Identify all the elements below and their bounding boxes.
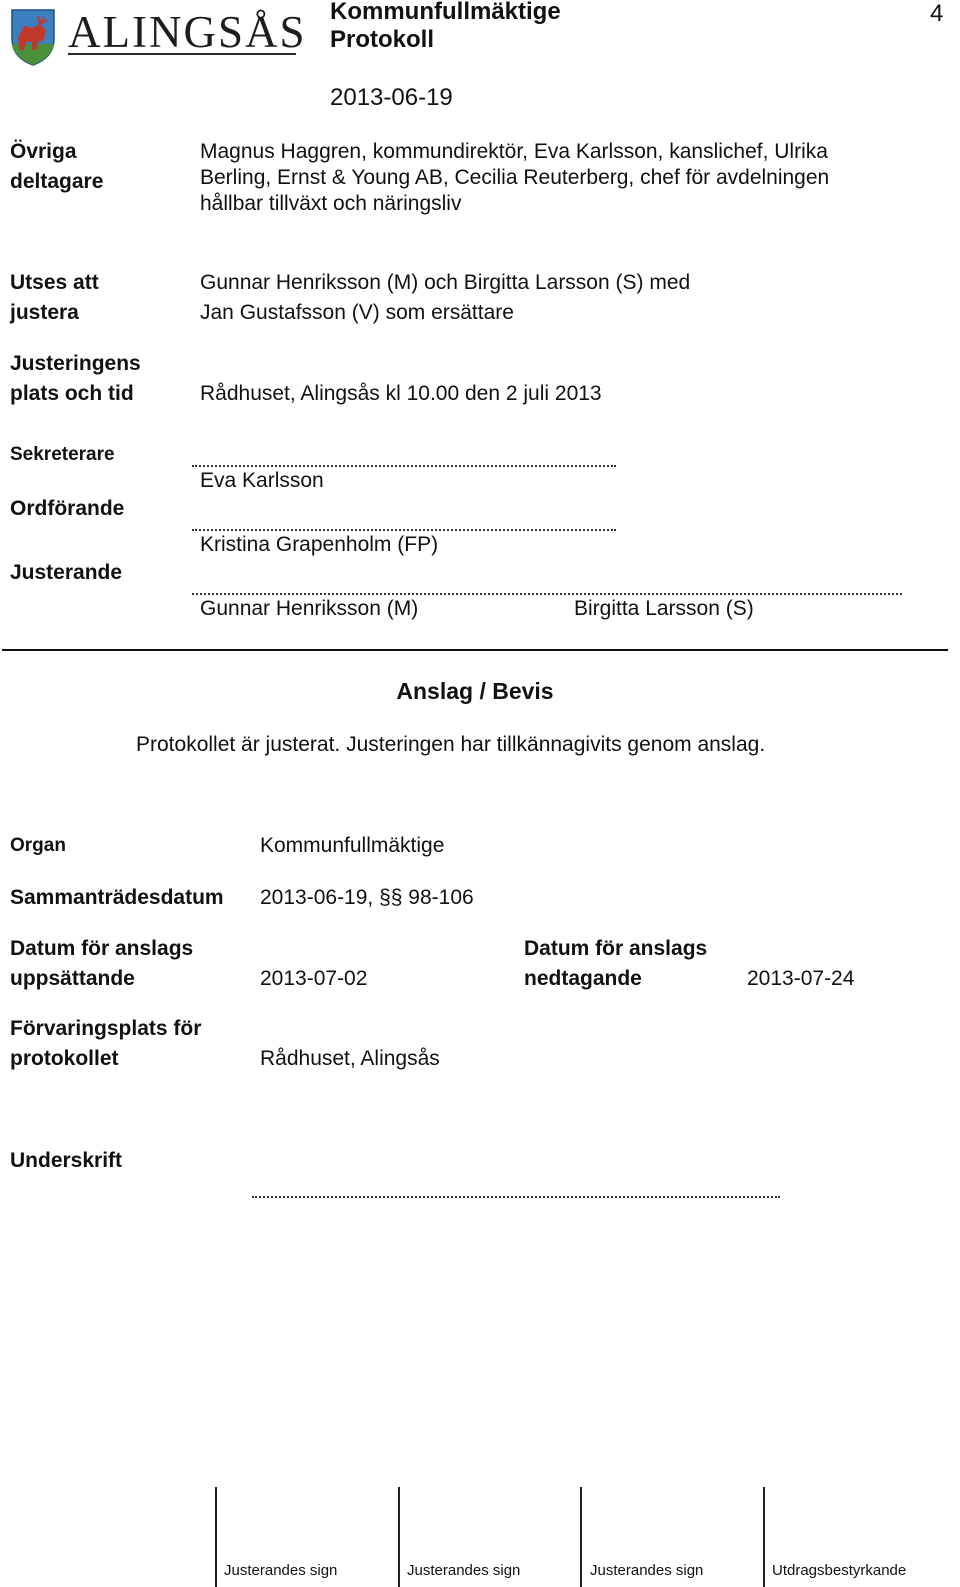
utses-label-2: justera [10,301,79,324]
footer-justerandes-sign-2: Justerandes sign [407,1562,521,1579]
footer-utdragsbestyrkande: Utdragsbestyrkande [772,1562,907,1579]
nedtagande-label-2: nedtagande [524,967,642,990]
document-title: Kommunfullmäktige [330,0,561,25]
municipality-logo [10,7,307,66]
ovriga-line-1: Magnus Haggren, kommundirektör, Eva Karlsson, kanslichef, Ulrika [200,140,828,163]
logo-underline [68,53,296,55]
forvaring-label-2: protokollet [10,1047,119,1070]
meeting-date: 2013-06-19 [330,84,453,111]
organ-value: Kommunfullmäktige [260,834,445,857]
justerande-name-1: Gunnar Henriksson (M) [200,597,419,620]
ovriga-line-2: Berling, Ernst & Young AB, Cecilia Reuterberg, chef för avdelningen [200,166,830,189]
utses-line-2: Jan Gustafsson (V) som ersättare [200,301,514,324]
sammantrade-label: Sammanträdesdatum [10,886,224,909]
organ-label: Organ [10,835,66,856]
nedtagande-value: 2013-07-24 [747,967,855,990]
utses-line-1: Gunnar Henriksson (M) och Birgitta Larsson (S) med [200,271,691,294]
footer-justerandes-sign-1: Justerandes sign [224,1562,338,1579]
justerande-signature-line [192,593,902,595]
justering-label-2: plats och tid [10,382,134,405]
underskrift-label: Underskrift [10,1149,123,1172]
footer-divider-3 [580,1487,582,1587]
ovriga-line-3: hållbar tillväxt och näringsliv [200,192,462,215]
page-number: 4 [930,0,944,27]
forvaring-value: Rådhuset, Alingsås [260,1047,440,1070]
sammantrade-value: 2013-06-19, §§ 98-106 [260,886,474,909]
footer-divider-2 [398,1487,400,1587]
ovriga-label-2: deltagare [10,170,104,193]
sekreterare-signature-line [192,465,616,467]
logo-wordmark: ALINGSÅS [68,7,307,57]
underskrift-signature-line [252,1196,780,1198]
ordforande-label: Ordförande [10,497,125,520]
justering-value: Rådhuset, Alingsås kl 10.00 den 2 juli 2013 [200,382,602,405]
ordforande-name: Kristina Grapenholm (FP) [200,533,439,556]
nedtagande-label-1: Datum för anslags [524,937,708,960]
footer-justerandes-sign-3: Justerandes sign [590,1562,704,1579]
justerande-label: Justerande [10,561,123,584]
uppsattande-label-2: uppsättande [10,967,135,990]
coat-of-arms-icon [10,8,56,66]
footer-divider-4 [763,1487,765,1587]
justerande-name-2: Birgitta Larsson (S) [574,597,754,620]
section-divider [2,649,948,651]
justering-label-1: Justeringens [10,352,141,375]
ordforande-signature-line [192,529,616,531]
forvaring-label-1: Förvaringsplats för [10,1017,202,1040]
anslag-heading: Anslag / Bevis [396,678,554,704]
uppsattande-value: 2013-07-02 [260,967,368,990]
document-subtitle: Protokoll [330,26,435,53]
utses-label-1: Utses att [10,271,99,294]
sekreterare-label: Sekreterare [10,444,115,465]
footer-divider-1 [215,1487,217,1587]
ovriga-label-1: Övriga [10,140,77,163]
uppsattande-label-1: Datum för anslags [10,937,194,960]
sekreterare-name: Eva Karlsson [200,469,324,492]
anslag-text: Protokollet är justerat. Justeringen har tillkännagivits genom anslag. [136,733,766,756]
